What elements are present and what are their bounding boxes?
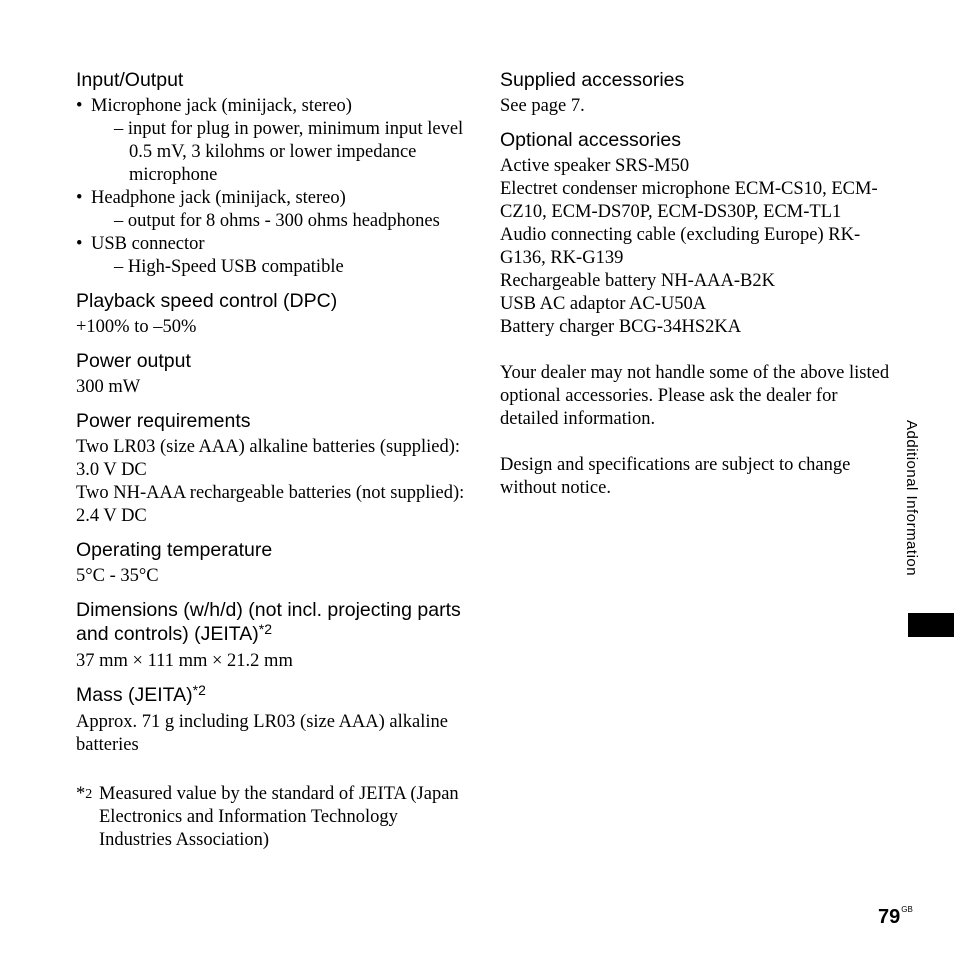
operating-temperature-heading: Operating temperature	[76, 539, 273, 561]
power-requirements-line: Two LR03 (size AAA) alkaline batteries (supplied): 3.0 V DC	[76, 437, 461, 480]
dimensions-heading	[76, 598, 471, 647]
footnote-ref: *2	[192, 682, 206, 698]
power-output-section	[76, 349, 471, 399]
footnote-mark: *$^2$	[76, 784, 93, 804]
list-item	[76, 95, 471, 187]
power-output-heading: Power output	[76, 350, 191, 372]
accessory-line: Battery charger BCG-34HS2KA	[500, 317, 742, 337]
mass-heading	[76, 683, 471, 708]
item-sub: – output for 8 ohms - 300 ohms headphones	[91, 210, 471, 233]
specifications-note: Design and specifications are subject to change without notice.	[500, 455, 851, 498]
input-output-section	[76, 68, 471, 279]
left-column	[76, 68, 471, 852]
page-number-value: 79	[878, 906, 901, 928]
list-item	[76, 233, 471, 279]
footnote	[76, 783, 471, 852]
playback-speed-section	[76, 289, 471, 339]
accessory-line: USB AC adaptor AC-U50A	[500, 294, 707, 314]
optional-accessories-section	[500, 128, 890, 339]
mass-value: Approx. 71 g including LR03 (size AAA) alkaline batteries	[76, 712, 448, 755]
dealer-note: Your dealer may not handle some of the above listed optional accessories. Please ask the dealer for detailed information.	[500, 363, 890, 429]
item-label: • USB connector	[91, 234, 205, 254]
supplied-accessories-heading: Supplied accessories	[500, 69, 685, 91]
accessory-line: Audio connecting cable (excluding Europe) RK-G136, RK-G139	[500, 225, 861, 268]
item-sub: – High-Speed USB compatible	[91, 256, 471, 279]
power-output-value: 300 mW	[76, 377, 141, 397]
footnote-text: Measured value by the standard of JEITA (Japan Electronics and Information Technology Industries Association)	[99, 784, 459, 850]
dimensions-heading-text: Dimensions (w/h/d) (not incl. projecting parts and controls) (JEITA)	[76, 599, 461, 645]
operating-temperature-section	[76, 538, 471, 588]
power-requirements-line: Two NH-AAA rechargeable batteries (not supplied): 2.4 V DC	[76, 483, 465, 526]
dimensions-section	[76, 598, 471, 673]
optional-accessories-heading: Optional accessories	[500, 129, 682, 151]
playback-speed-value: +100% to –50%	[76, 317, 197, 337]
playback-speed-heading: Playback speed control (DPC)	[76, 290, 338, 312]
item-label: • Microphone jack (minijack, stereo)	[91, 96, 352, 116]
power-requirements-heading: Power requirements	[76, 410, 251, 432]
dimensions-value: 37 mm × 111 mm × 21.2 mm	[76, 651, 293, 671]
accessory-line: Rechargeable battery NH-AAA-B2K	[500, 271, 776, 291]
accessory-line: Electret condenser microphone ECM-CS10, ECM-CZ10, ECM-DS70P, ECM-DS30P, ECM-TL1	[500, 179, 878, 222]
input-output-heading: Input/Output	[76, 69, 184, 91]
supplied-accessories-value: See page 7.	[500, 96, 585, 116]
accessory-line: Active speaker SRS-M50	[500, 156, 690, 176]
footnote-ref: *2	[258, 621, 273, 637]
list-item	[76, 187, 471, 233]
item-sub: – input for plug in power, minimum input level 0.5 mV, 3 kilohms or lower impedance microphone	[91, 118, 471, 187]
item-label: • Headphone jack (minijack, stereo)	[91, 188, 346, 208]
input-output-list	[76, 95, 471, 279]
power-requirements-section	[76, 409, 471, 528]
supplied-accessories-section	[500, 68, 890, 118]
right-column	[500, 68, 890, 500]
page-number-suffix: GB	[901, 905, 913, 914]
operating-temperature-value: 5°C - 35°C	[76, 566, 159, 586]
section-side-label: Additional Information	[903, 420, 920, 577]
mass-section	[76, 683, 471, 757]
section-tab-marker	[908, 613, 954, 637]
mass-heading-text: Mass (JEITA)	[76, 684, 193, 706]
page-number	[878, 906, 913, 929]
